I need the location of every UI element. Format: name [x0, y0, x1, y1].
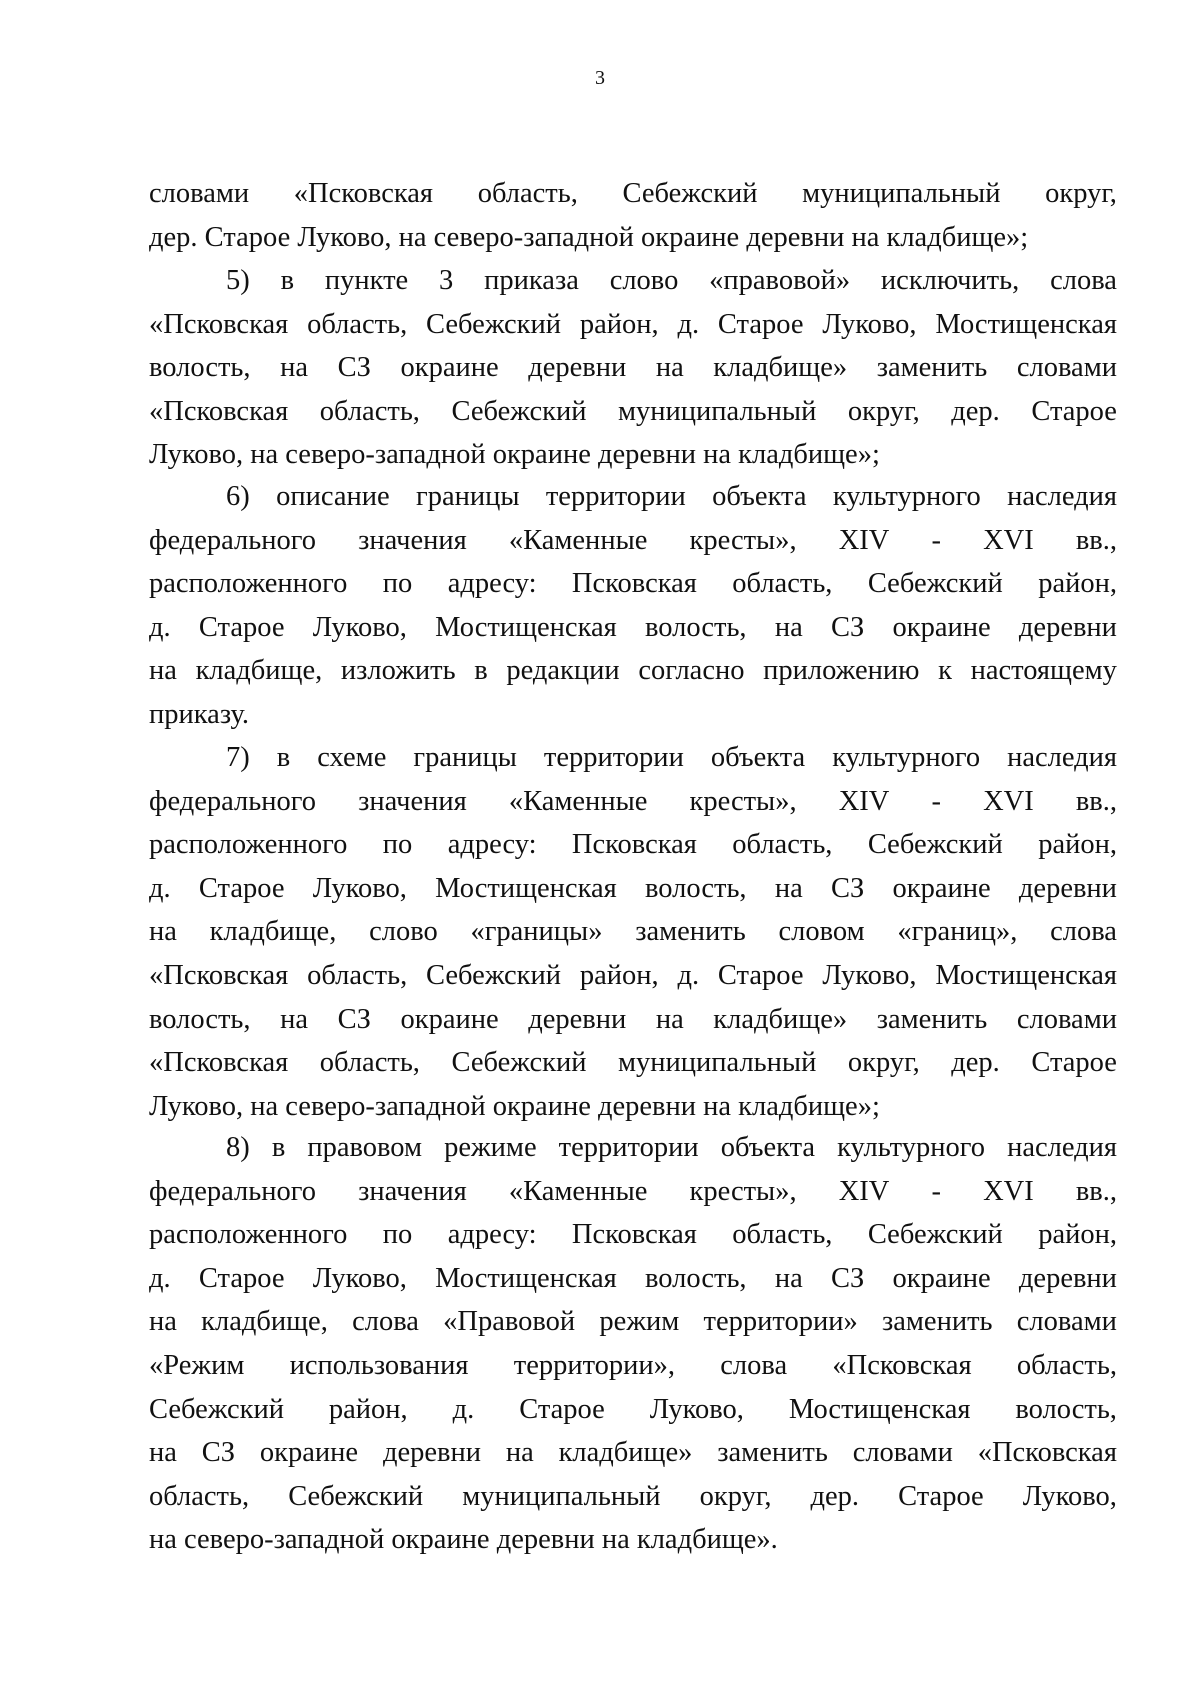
word: область,: [149, 1480, 250, 1512]
word: окраине: [259, 1437, 359, 1469]
word: наследия: [1007, 742, 1117, 773]
word: волость,: [645, 872, 747, 904]
word: дер.: [951, 395, 1000, 427]
word: «Каменные: [508, 524, 648, 556]
word: культурного: [832, 742, 981, 773]
word: область,: [319, 1047, 420, 1079]
text-line: приказу.: [149, 698, 250, 730]
word: кресты»,: [689, 1175, 797, 1207]
word: -: [931, 1175, 941, 1207]
word: территории: [543, 742, 684, 773]
word: значения: [358, 1175, 467, 1207]
word: Себежский: [867, 568, 1003, 600]
text-line: [149, 172, 1117, 216]
word: дер.: [810, 1480, 860, 1512]
word: в: [271, 1132, 286, 1163]
text-line: [149, 998, 1117, 1042]
word: Себежский: [867, 829, 1003, 861]
word: XIV: [838, 785, 890, 817]
word: территории»,: [513, 1349, 676, 1381]
word: заменить: [881, 1306, 993, 1338]
word: вв.,: [1075, 524, 1117, 556]
word: район,: [579, 308, 659, 340]
word: значения: [358, 785, 467, 817]
word: пункте: [324, 265, 409, 296]
word: Старое: [198, 872, 285, 904]
text-line: Луково, на северо-западной окраине деревни на кладбище»;: [149, 1090, 880, 1122]
word: район,: [1038, 829, 1117, 861]
word: Мостищенская: [435, 872, 617, 904]
text-line: [149, 1431, 1117, 1475]
word: словами: [1016, 352, 1117, 384]
word: кладбище,: [195, 655, 323, 687]
word: слова: [352, 1306, 419, 1338]
text-line: [149, 736, 1117, 780]
word: «Псковская: [149, 395, 289, 427]
text-line: [149, 867, 1117, 911]
word: 8): [226, 1132, 250, 1163]
paragraph-item-6: [149, 475, 1117, 737]
word: к: [938, 655, 952, 687]
text-line: [149, 1388, 1117, 1432]
word: волость,: [645, 611, 747, 643]
word: заменить: [635, 916, 746, 948]
word: волость,: [1015, 1393, 1117, 1425]
word: границы: [413, 742, 517, 773]
word: федерального: [149, 524, 316, 556]
word: режим: [599, 1306, 680, 1338]
text-line: [149, 1475, 1117, 1519]
word: описание: [276, 481, 390, 512]
word: заменить: [717, 1437, 828, 1469]
paragraph-item-7: [149, 736, 1117, 1128]
word: Луково,: [822, 308, 917, 340]
word: наследия: [1007, 1132, 1117, 1163]
word: Псковская: [571, 1219, 697, 1251]
word: Мостищенская: [435, 1262, 617, 1294]
word: округ,: [847, 1047, 920, 1079]
word: XIV: [838, 1175, 890, 1207]
word: дер.: [951, 1047, 1000, 1079]
word: Старое: [717, 308, 804, 340]
word: «Псковская: [832, 1349, 972, 1381]
word: округ,: [847, 395, 920, 427]
word: «Псковская: [149, 959, 289, 991]
word: приказа: [484, 265, 579, 296]
word: кладбище»: [713, 352, 848, 384]
word: д.: [677, 308, 700, 340]
word: на: [149, 1437, 177, 1469]
word: район,: [579, 959, 659, 991]
word: расположенного: [149, 1219, 348, 1251]
word: в: [474, 655, 488, 687]
word: кладбище»: [558, 1437, 693, 1469]
word: границы: [416, 481, 520, 512]
word: в: [276, 742, 291, 773]
word: Старое: [898, 1480, 984, 1512]
text-line: [149, 390, 1117, 434]
word: объекта: [712, 481, 807, 512]
word: редакции: [506, 655, 620, 687]
text-line: на северо-западной окраине деревни на кладбище».: [149, 1524, 778, 1556]
word: слово: [369, 916, 438, 948]
word: СЗ: [337, 352, 371, 384]
word: д.: [677, 959, 700, 991]
word: «границ»,: [897, 916, 1018, 948]
word: Старое: [519, 1393, 605, 1425]
word: территории»: [703, 1306, 858, 1338]
word: Себежский: [288, 1480, 424, 1512]
word: в: [280, 265, 295, 296]
word: д.: [149, 1262, 171, 1294]
word: словом: [778, 916, 865, 948]
word: «правовой»: [709, 265, 851, 296]
word: область,: [732, 568, 833, 600]
word: Псковская: [571, 568, 697, 600]
word: область,: [307, 308, 408, 340]
text-line: [149, 1300, 1117, 1344]
page-number: 3: [595, 67, 605, 89]
word: заменить: [876, 1003, 988, 1035]
word: словами: [149, 178, 250, 209]
word: 6): [226, 481, 250, 512]
text-line: [149, 1126, 1117, 1170]
word: исключить,: [880, 265, 1020, 296]
text-line: [149, 259, 1117, 303]
word: Себежский: [426, 959, 562, 991]
word: адресу:: [447, 1219, 537, 1251]
word: СЗ: [337, 1003, 371, 1035]
word: «Правовой: [443, 1306, 576, 1338]
text-line: дер. Старое Луково, на северо-западной окраине деревни на кладбище»;: [149, 221, 1029, 253]
word: на: [505, 1437, 534, 1469]
word: слова: [1050, 265, 1117, 296]
word: правовом: [307, 1132, 423, 1163]
word: адресу:: [447, 568, 537, 600]
word: -: [931, 785, 941, 817]
word: Мостищенская: [935, 308, 1117, 340]
word: на: [774, 1262, 803, 1294]
word: 3: [439, 265, 454, 296]
word: 7): [226, 742, 250, 773]
word: деревни: [1018, 872, 1117, 904]
word: муниципальный: [618, 395, 817, 427]
word: волость,: [149, 352, 251, 384]
word: кладбище,: [209, 916, 337, 948]
word: наследия: [1007, 481, 1117, 512]
word: заменить: [876, 352, 988, 384]
text-line: [149, 1213, 1117, 1257]
word: словами: [1016, 1003, 1117, 1035]
word: деревни: [1018, 1262, 1117, 1294]
word: Луково,: [312, 872, 407, 904]
word: схеме: [317, 742, 387, 773]
word: район,: [328, 1393, 408, 1425]
word: вв.,: [1075, 785, 1117, 817]
text-line: [149, 780, 1117, 824]
word: Мостищенская: [435, 611, 617, 643]
word: Старое: [198, 1262, 285, 1294]
word: культурного: [832, 481, 981, 512]
word: объекта: [710, 742, 806, 773]
paragraph-item-8: [149, 1126, 1117, 1562]
word: по: [382, 568, 413, 600]
text-line: [149, 954, 1117, 998]
word: кладбище»: [713, 1003, 848, 1035]
word: «Псковская: [149, 1047, 289, 1079]
text-line: [149, 519, 1117, 563]
word: д.: [452, 1393, 475, 1425]
word: «Псковская: [149, 308, 289, 340]
word: окраине: [400, 1003, 499, 1035]
word: культурного: [837, 1132, 985, 1163]
text-line: [149, 1041, 1117, 1085]
word: область,: [732, 829, 833, 861]
word: Луково,: [1022, 1480, 1117, 1512]
word: Луково,: [312, 611, 407, 643]
word: по: [382, 829, 413, 861]
word: на: [655, 1003, 684, 1035]
word: на: [774, 872, 803, 904]
word: деревни: [528, 352, 627, 384]
text-line: [149, 910, 1117, 954]
word: «Режим: [149, 1349, 245, 1381]
word: Луково,: [649, 1393, 744, 1425]
word: Старое: [198, 611, 285, 643]
word: согласно: [638, 655, 745, 687]
word: «границы»: [470, 916, 603, 948]
word: слова: [720, 1349, 788, 1381]
word: «Псковская: [293, 178, 434, 209]
word: изложить: [340, 655, 456, 687]
word: на: [149, 916, 177, 948]
word: кладбище,: [201, 1306, 328, 1338]
word: район,: [1038, 1219, 1117, 1251]
word: использования: [289, 1349, 469, 1381]
text-line: [149, 606, 1117, 650]
word: область,: [307, 959, 408, 991]
text-line: [149, 1344, 1117, 1388]
word: слово: [609, 265, 679, 296]
word: федерального: [149, 785, 316, 817]
word: адресу:: [447, 829, 537, 861]
word: приложению: [763, 655, 920, 687]
text-line: [149, 823, 1117, 867]
word: на: [280, 1003, 309, 1035]
word: XVI: [983, 785, 1034, 817]
word: федерального: [149, 1175, 316, 1207]
word: Псковская: [571, 829, 697, 861]
word: объекта: [720, 1132, 816, 1163]
text-line: [149, 475, 1117, 519]
word: окраине: [892, 1262, 991, 1294]
word: словами: [852, 1437, 953, 1469]
word: -: [931, 524, 941, 556]
word: «Каменные: [508, 785, 648, 817]
word: кресты»,: [689, 524, 797, 556]
word: окраине: [400, 352, 499, 384]
word: район,: [1038, 568, 1117, 600]
word: XVI: [983, 524, 1034, 556]
word: область,: [1016, 1349, 1117, 1381]
word: территории: [558, 1132, 699, 1163]
word: деревни: [382, 1437, 481, 1469]
word: на: [655, 352, 684, 384]
word: Луково,: [822, 959, 917, 991]
word: Старое: [1031, 1047, 1117, 1079]
word: Себежский: [622, 178, 758, 209]
word: настоящему: [970, 655, 1117, 687]
text-line: [149, 649, 1117, 693]
paragraph-continuation: [149, 172, 1117, 259]
text-line: [149, 303, 1117, 347]
word: на: [280, 352, 309, 384]
word: Старое: [1031, 395, 1117, 427]
word: Мостищенская: [788, 1393, 971, 1425]
word: Мостищенская: [935, 959, 1117, 991]
word: Себежский: [451, 1047, 587, 1079]
word: СЗ: [201, 1437, 236, 1469]
word: по: [382, 1219, 413, 1251]
word: XIV: [838, 524, 890, 556]
word: слова: [1050, 916, 1117, 948]
word: округ,: [699, 1480, 772, 1512]
word: СЗ: [830, 872, 865, 904]
word: кресты»,: [689, 785, 797, 817]
word: на: [149, 1306, 177, 1338]
text-line: [149, 1170, 1117, 1214]
word: на: [149, 655, 177, 687]
word: деревни: [1018, 611, 1117, 643]
word: д.: [149, 611, 171, 643]
word: расположенного: [149, 568, 348, 600]
word: значения: [358, 524, 467, 556]
word: словами: [1016, 1306, 1117, 1338]
word: Себежский: [451, 395, 587, 427]
word: СЗ: [830, 611, 865, 643]
word: XVI: [983, 1175, 1034, 1207]
word: Себежский: [867, 1219, 1003, 1251]
word: СЗ: [830, 1262, 865, 1294]
word: режиме: [444, 1132, 537, 1163]
word: Старое: [717, 959, 804, 991]
word: деревни: [528, 1003, 627, 1035]
text-line: [149, 346, 1117, 390]
word: Себежский: [149, 1393, 284, 1425]
word: муниципальный: [618, 1047, 817, 1079]
word: Луково,: [312, 1262, 407, 1294]
word: 5): [226, 265, 250, 296]
word: вв.,: [1075, 1175, 1117, 1207]
paragraph-item-5: [149, 259, 1117, 477]
word: Себежский: [426, 308, 562, 340]
word: округ,: [1045, 178, 1117, 209]
word: область,: [319, 395, 420, 427]
text-line: Луково, на северо-западной окраине деревни на кладбище»;: [149, 439, 880, 471]
word: область,: [732, 1219, 833, 1251]
word: волость,: [149, 1003, 251, 1035]
word: волость,: [645, 1262, 747, 1294]
word: область,: [477, 178, 578, 209]
word: «Каменные: [508, 1175, 648, 1207]
word: территории: [545, 481, 686, 512]
word: окраине: [892, 611, 991, 643]
text-line: [149, 1257, 1117, 1301]
text-line: [149, 562, 1117, 606]
word: «Псковская: [977, 1437, 1117, 1469]
word: д.: [149, 872, 171, 904]
word: муниципальный: [802, 178, 1001, 209]
word: на: [774, 611, 803, 643]
word: расположенного: [149, 829, 348, 861]
word: муниципальный: [462, 1480, 661, 1512]
word: окраине: [892, 872, 991, 904]
